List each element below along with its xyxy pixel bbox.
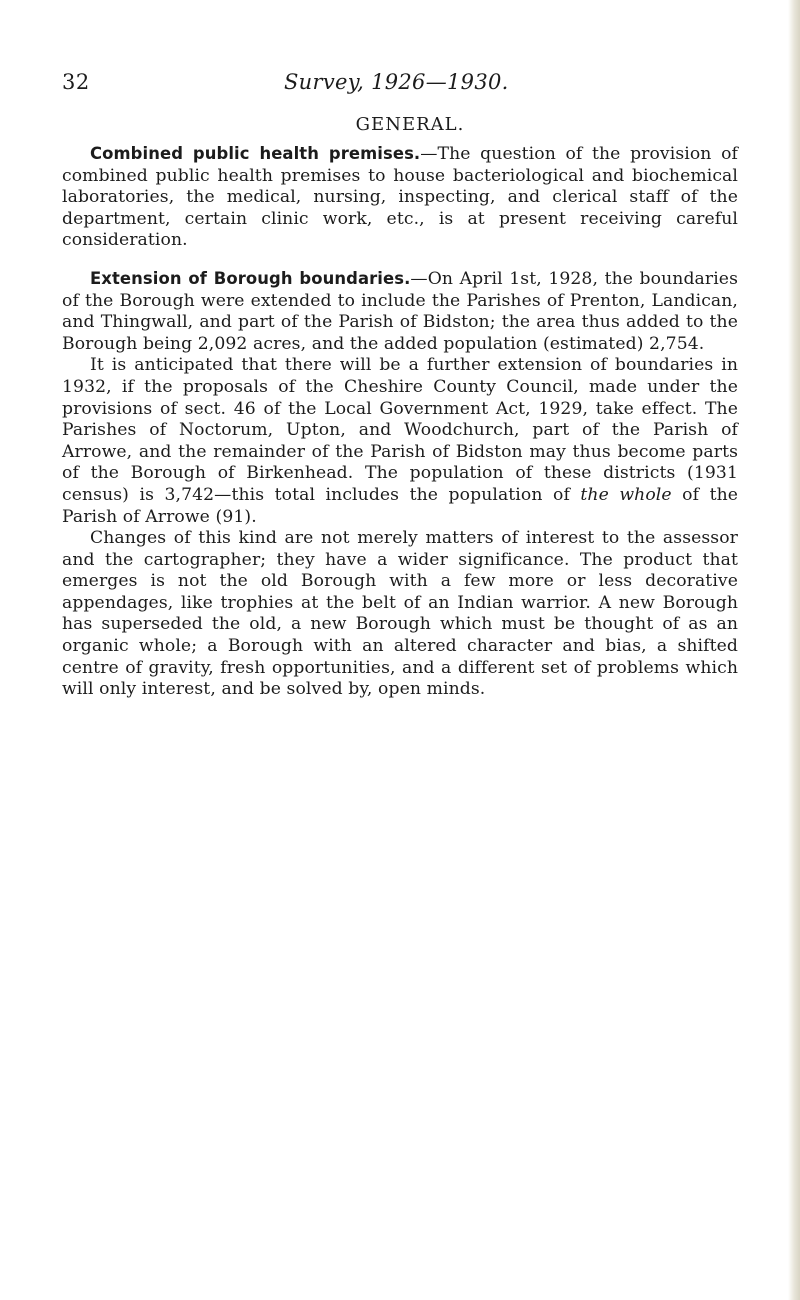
paragraph-combined-text: —The question of the provision of combined public health premises to house bacteriological and biochemical laboratories, the medical, nursing, inspecting, and clerical staff of the department, certain clinic work, etc., is at present receiving careful consideration. bbox=[62, 144, 738, 251]
running-head bbox=[62, 70, 722, 110]
paragraph-anticipated-extension bbox=[62, 355, 738, 528]
paragraph-extension-text: —On April 1st, 1928, the boundaries of the Borough were extended to include the Parishes of Prenton, Landican, and Thingwall, and part of the Parish of Bidston; the area thus added to the Borough being 2,092 acres, and the added population (estimated) 2,754. bbox=[62, 268, 738, 354]
section-heading: GENERAL. bbox=[355, 114, 465, 135]
paragraph-extension-boundaries bbox=[62, 268, 738, 355]
paragraph-changes bbox=[62, 528, 738, 701]
paragraph-anticipated-emphasis: the whole bbox=[580, 484, 672, 505]
paragraph-changes-text: Changes of this kind are not merely matters of interest to the assessor and the cartographer; they have a wider significance. The product that emerges is not the old Borough with a few more or less decorative appendages, like trophies at the belt of an Indian warrior. A new Borough has superseded the old, a new Borough which must be thought of as an organic whole; a Borough with an altered character and bias, a shifted centre of gravity, fresh opportunities, and a different set of problems which will only interest, and be solved by, open minds. bbox=[62, 528, 738, 700]
page-number: 32 bbox=[62, 70, 90, 94]
running-title: Survey, 1926—1930. bbox=[284, 70, 509, 94]
body-text bbox=[62, 143, 738, 701]
page-edge-shadow bbox=[788, 0, 800, 1300]
paragraph-combined-premises bbox=[62, 143, 738, 252]
run-in-heading-combined: Combined public health premises. bbox=[90, 144, 421, 163]
paragraph-anticipated-text-after: of the Parish of Arrowe (91). bbox=[62, 484, 739, 527]
paragraph-anticipated-text-before: It is anticipated that there will be a further extension of boundaries in 1932, if the proposals of the Cheshire County Council, made under the provisions of sect. 46 of the Local Government Act, 1929, take effect. The Parishes of Noctorum, Upton, and Woodchurch, part of the Parish of Arrowe, and the remainder of the Parish of Bidston may thus become parts of the Borough of Birkenhead. The population of these districts (1931 census) is 3,742—this total includes the population of bbox=[62, 355, 738, 505]
run-in-heading-extension: Extension of Borough boundaries. bbox=[90, 268, 411, 288]
